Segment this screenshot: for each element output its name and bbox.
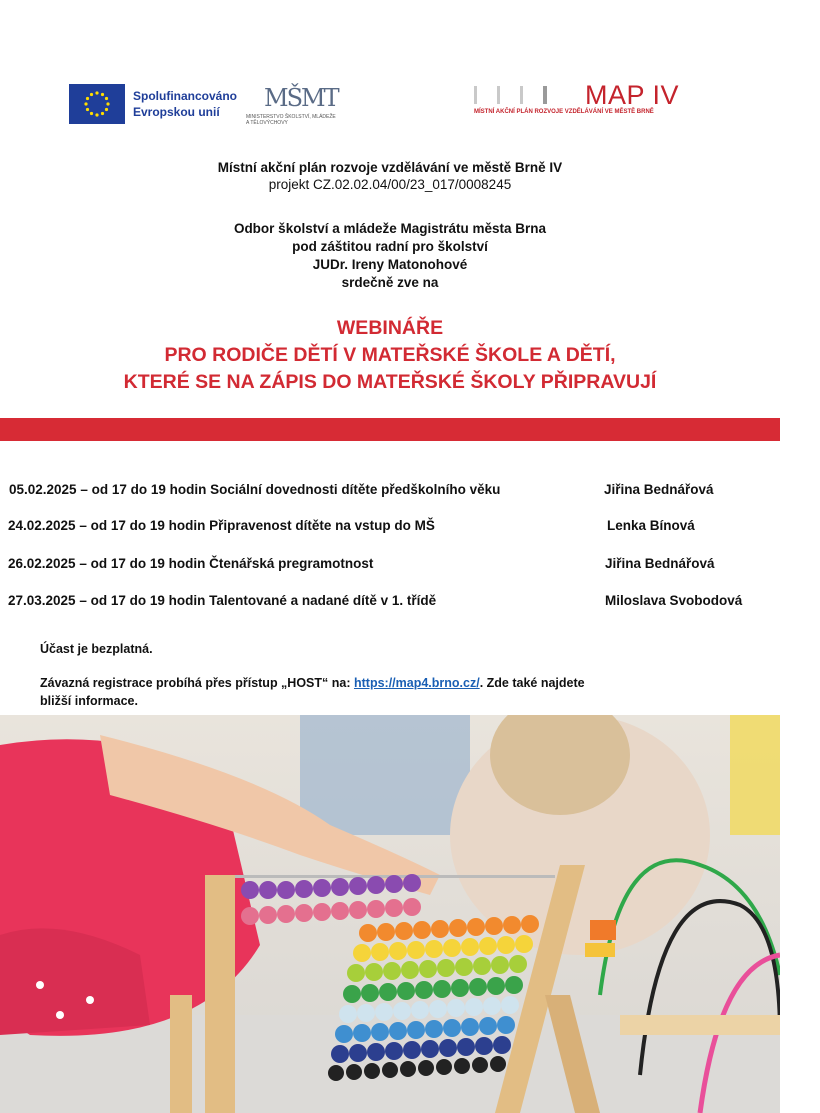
abacus-illustration bbox=[0, 715, 780, 1113]
eu-text-line1: Spolufinancováno bbox=[133, 89, 238, 103]
schedule-item-4: 27.03.2025 – od 17 do 19 hodin Talentované a nadané dítě v 1. třídě bbox=[8, 593, 437, 608]
invitation-line2: pod záštitou radní pro školství bbox=[292, 239, 488, 254]
registration-text-after: . Zde také najdete bbox=[479, 676, 585, 690]
schedule-item-3: 26.02.2025 – od 17 do 19 hodin Čtenářská pregramotnost bbox=[8, 556, 374, 571]
map-title: MAP IV bbox=[585, 80, 680, 110]
headline-line2: PRO RODIČE DĚTÍ V MATEŘSKÉ ŠKOLE A DĚTÍ, bbox=[164, 344, 616, 366]
headline-line3: KTERÉ SE NA ZÁPIS DO MATEŘSKÉ ŠKOLY PŘIPRAVUJÍ bbox=[123, 371, 657, 393]
schedule-presenter-3: Jiřina Bednářová bbox=[605, 556, 715, 571]
map-bars-icon bbox=[474, 86, 547, 104]
registration-note bbox=[40, 674, 740, 710]
eu-text-line2: Evropskou unií bbox=[133, 105, 220, 119]
project-name: Místní akční plán rozvoje vzdělávání ve městě Brně IV bbox=[217, 160, 563, 175]
free-participation-note: Účast je bezplatná. bbox=[40, 642, 153, 656]
eu-cofinanced-logo bbox=[69, 84, 237, 124]
schedule-presenter-1: Jiřina Bednářová bbox=[604, 482, 714, 497]
invitation-line3: JUDr. Ireny Matonohové bbox=[312, 257, 468, 272]
schedule-presenter-2: Lenka Bínová bbox=[607, 518, 695, 533]
msmt-text: MINISTERSTVO ŠKOLSTVÍ, MLÁDEŽE A TĚLOVÝCHOVY bbox=[246, 114, 336, 126]
registration-link[interactable]: https://map4.brno.cz/ bbox=[353, 676, 480, 690]
red-divider-band bbox=[0, 418, 780, 441]
msmt-logo bbox=[246, 84, 336, 128]
project-number: projekt CZ.02.02.04/00/23_017/0008245 bbox=[268, 177, 512, 192]
schedule-item-1: 05.02.2025 – od 17 do 19 hodin Sociální dovednosti dítěte předškolního věku bbox=[9, 482, 501, 497]
registration-text-line2: bližší informace. bbox=[40, 694, 138, 708]
invitation-line1: Odbor školství a mládeže Magistrátu města Brna bbox=[233, 221, 547, 236]
schedule-presenter-4: Miloslava Svobodová bbox=[605, 593, 743, 608]
msmt-mark: MŠMT bbox=[264, 84, 338, 112]
invitation-line4: srdečně zve na bbox=[341, 275, 439, 290]
schedule-item-2: 24.02.2025 – od 17 do 19 hodin Připravenost dítěte na vstup do MŠ bbox=[8, 518, 435, 533]
map-iv-logo bbox=[474, 80, 704, 120]
registration-text: Závazná registrace probíhá přes přístup „HOST“ na: bbox=[40, 676, 351, 690]
headline-line1: WEBINÁŘE bbox=[336, 317, 444, 339]
children-abacus-photo bbox=[0, 715, 780, 1113]
eu-flag-icon bbox=[69, 84, 125, 124]
map-subtitle: MÍSTNÍ AKČNÍ PLÁN ROZVOJE VZDĚLÁVÁNÍ VE MĚSTĚ BRNĚ bbox=[474, 109, 654, 115]
